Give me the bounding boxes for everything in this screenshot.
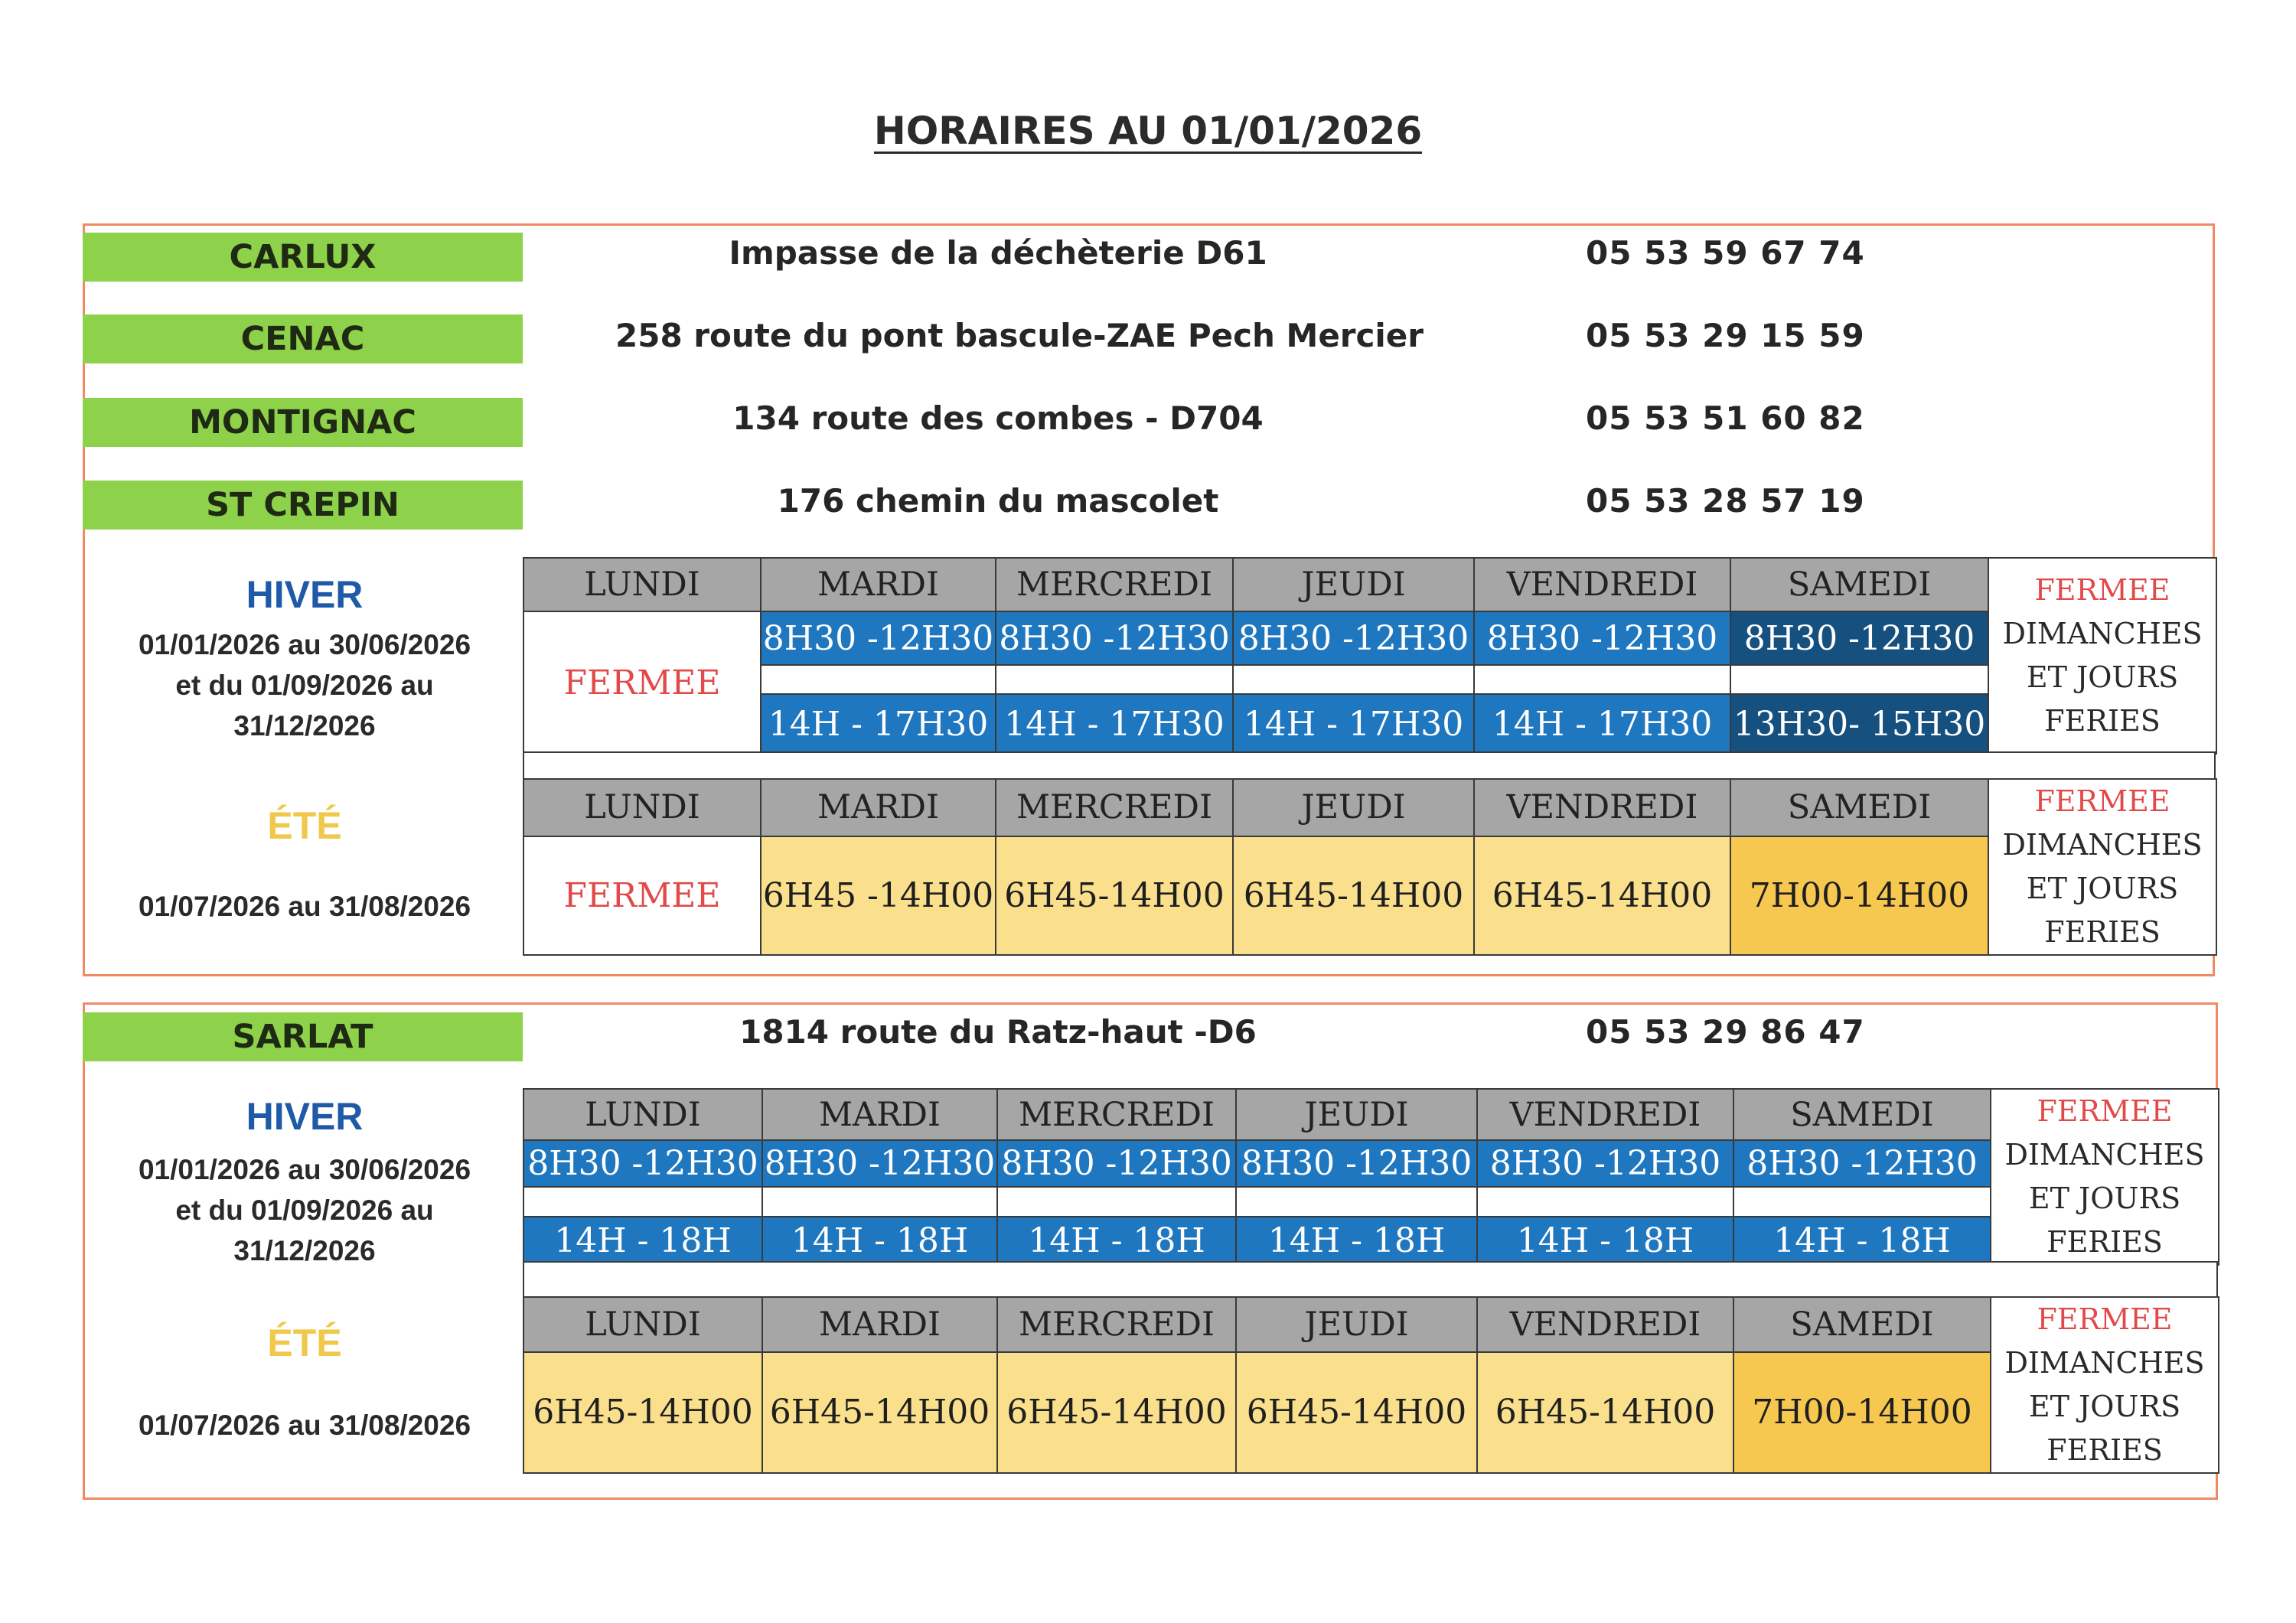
morning-hours: 8H30 -12H30: [1733, 1140, 1991, 1187]
afternoon-hours: 14H - 17H30: [1474, 694, 1730, 754]
season-summer-title: ÉTÉ: [267, 804, 342, 847]
gap-cell: [761, 665, 996, 694]
gap-cell: [1236, 1187, 1477, 1217]
season-summer-dates: 01/07/2026 au 31/08/2026: [138, 891, 471, 922]
winter-schedule-table: [523, 1088, 2219, 1266]
site-label-carlux: CARLUX: [83, 233, 523, 282]
closed-sundays-note: FERMEE DIMANCHES ET JOURS FERIES: [1991, 1089, 2219, 1265]
summer-hours: 6H45-14H00: [1236, 1352, 1477, 1473]
day-header: MERCREDI: [997, 1297, 1236, 1352]
morning-hours: 8H30 -12H30: [1236, 1140, 1477, 1187]
summer-hours: 6H45-14H00: [1477, 1352, 1733, 1473]
afternoon-hours: 14H - 18H: [762, 1217, 997, 1265]
gap-cell: [523, 1187, 762, 1217]
season-summer-title: ÉTÉ: [267, 1322, 342, 1364]
day-header: MERCREDI: [997, 1089, 1236, 1140]
day-header: MARDI: [761, 558, 996, 611]
season-winter-dates: 01/01/2026 au 30/06/2026 et du 01/09/2026 au 31/12/2026: [138, 1154, 471, 1266]
site-phone-cenac: 05 53 29 15 59: [1586, 317, 1865, 354]
site-address-st-crepin: 176 chemin du mascolet: [777, 482, 1219, 520]
morning-hours: 8H30 -12H30: [1233, 611, 1474, 665]
afternoon-hours: 14H - 18H: [997, 1217, 1236, 1265]
site-phone-st-crepin: 05 53 28 57 19: [1586, 482, 1865, 520]
site-label-sarlat: SARLAT: [83, 1012, 523, 1061]
day-header: JEUDI: [1233, 558, 1474, 611]
summer-hours: 7H00-14H00: [1733, 1352, 1991, 1473]
morning-hours: 8H30 -12H30: [523, 1140, 762, 1187]
site-phone-carlux: 05 53 59 67 74: [1586, 234, 1865, 272]
day-header: VENDREDI: [1474, 779, 1730, 836]
morning-hours: 8H30 -12H30: [1730, 611, 1988, 665]
summer-hours: 6H45-14H00: [996, 836, 1233, 955]
afternoon-hours: 14H - 18H: [1477, 1217, 1733, 1265]
day-header: MARDI: [762, 1297, 997, 1352]
day-header: MARDI: [761, 779, 996, 836]
summer-hours: 6H45-14H00: [523, 1352, 762, 1473]
gap-cell: [996, 665, 1233, 694]
gap-cell: [1477, 1187, 1733, 1217]
morning-hours: 8H30 -12H30: [761, 611, 996, 665]
afternoon-hours: 14H - 17H30: [996, 694, 1233, 754]
morning-hours: 8H30 -12H30: [996, 611, 1233, 665]
season-winter-dates: 01/01/2026 au 30/06/2026 et du 01/09/2026 au 31/12/2026: [138, 629, 471, 741]
afternoon-hours: 14H - 18H: [1733, 1217, 1991, 1265]
site-phone-montignac: 05 53 51 60 82: [1586, 399, 1865, 437]
gap-cell: [1474, 665, 1730, 694]
afternoon-hours: 14H - 17H30: [761, 694, 996, 754]
gap-cell: [1730, 665, 1988, 694]
day-header: MARDI: [762, 1089, 997, 1140]
summer-schedule-table: [523, 778, 2217, 956]
morning-hours: 8H30 -12H30: [762, 1140, 997, 1187]
site-address-montignac: 134 route des combes - D704: [732, 399, 1264, 437]
gap-cell: [1733, 1187, 1991, 1217]
day-header: JEUDI: [1233, 779, 1474, 836]
page-title: HORAIRES AU 01/01/2026: [873, 109, 1423, 153]
closed-sundays-note: FERMEE DIMANCHES ET JOURS FERIES: [1991, 1297, 2219, 1473]
day-header: SAMEDI: [1730, 779, 1988, 836]
day-header: LUNDI: [523, 558, 761, 611]
summer-hours: 7H00-14H00: [1730, 836, 1988, 955]
day-header: VENDREDI: [1477, 1089, 1733, 1140]
closed-sundays-note: FERMEE DIMANCHES ET JOURS FERIES: [1988, 558, 2216, 754]
closed-sundays-note: FERMEE DIMANCHES ET JOURS FERIES: [1988, 779, 2216, 955]
season-summer-dates: 01/07/2026 au 31/08/2026: [138, 1410, 471, 1441]
summer-schedule-table: [523, 1296, 2219, 1474]
afternoon-hours: 13H30- 15H30: [1730, 694, 1988, 754]
day-header: VENDREDI: [1477, 1297, 1733, 1352]
table-spacer: [523, 1261, 2218, 1299]
site-label-montignac: MONTIGNAC: [83, 398, 523, 447]
winter-schedule-table: [523, 557, 2217, 754]
gap-cell: [1233, 665, 1474, 694]
day-header: MERCREDI: [996, 558, 1233, 611]
day-header: LUNDI: [523, 1297, 762, 1352]
site-address-carlux: Impasse de la déchèterie D61: [729, 234, 1267, 272]
gap-cell: [997, 1187, 1236, 1217]
day-header: MERCREDI: [996, 779, 1233, 836]
summer-hours: 6H45-14H00: [1233, 836, 1474, 955]
site-label-cenac: CENAC: [83, 314, 523, 363]
day-header: SAMEDI: [1733, 1089, 1991, 1140]
monday-closed: FERMEE: [523, 611, 761, 754]
season-winter-title: HIVER: [246, 573, 364, 616]
summer-hours: 6H45 -14H00: [761, 836, 996, 955]
site-address-cenac: 258 route du pont bascule-ZAE Pech Mercier: [615, 317, 1424, 354]
morning-hours: 8H30 -12H30: [997, 1140, 1236, 1187]
summer-hours: 6H45-14H00: [997, 1352, 1236, 1473]
morning-hours: 8H30 -12H30: [1477, 1140, 1733, 1187]
summer-hours: 6H45-14H00: [1474, 836, 1730, 955]
day-header: SAMEDI: [1730, 558, 1988, 611]
site-phone-sarlat: 05 53 29 86 47: [1586, 1013, 1865, 1051]
afternoon-hours: 14H - 18H: [523, 1217, 762, 1265]
site-address-sarlat: 1814 route du Ratz-haut -D6: [739, 1013, 1257, 1051]
day-header: LUNDI: [523, 779, 761, 836]
season-winter-title: HIVER: [246, 1095, 364, 1138]
day-header: VENDREDI: [1474, 558, 1730, 611]
afternoon-hours: 14H - 17H30: [1233, 694, 1474, 754]
monday-closed: FERMEE: [523, 836, 761, 955]
summer-hours: 6H45-14H00: [762, 1352, 997, 1473]
afternoon-hours: 14H - 18H: [1236, 1217, 1477, 1265]
day-header: JEUDI: [1236, 1089, 1477, 1140]
day-header: JEUDI: [1236, 1297, 1477, 1352]
day-header: SAMEDI: [1733, 1297, 1991, 1352]
morning-hours: 8H30 -12H30: [1474, 611, 1730, 665]
gap-cell: [762, 1187, 997, 1217]
day-header: LUNDI: [523, 1089, 762, 1140]
site-label-st-crepin: ST CREPIN: [83, 481, 523, 530]
table-spacer: [523, 751, 2216, 782]
